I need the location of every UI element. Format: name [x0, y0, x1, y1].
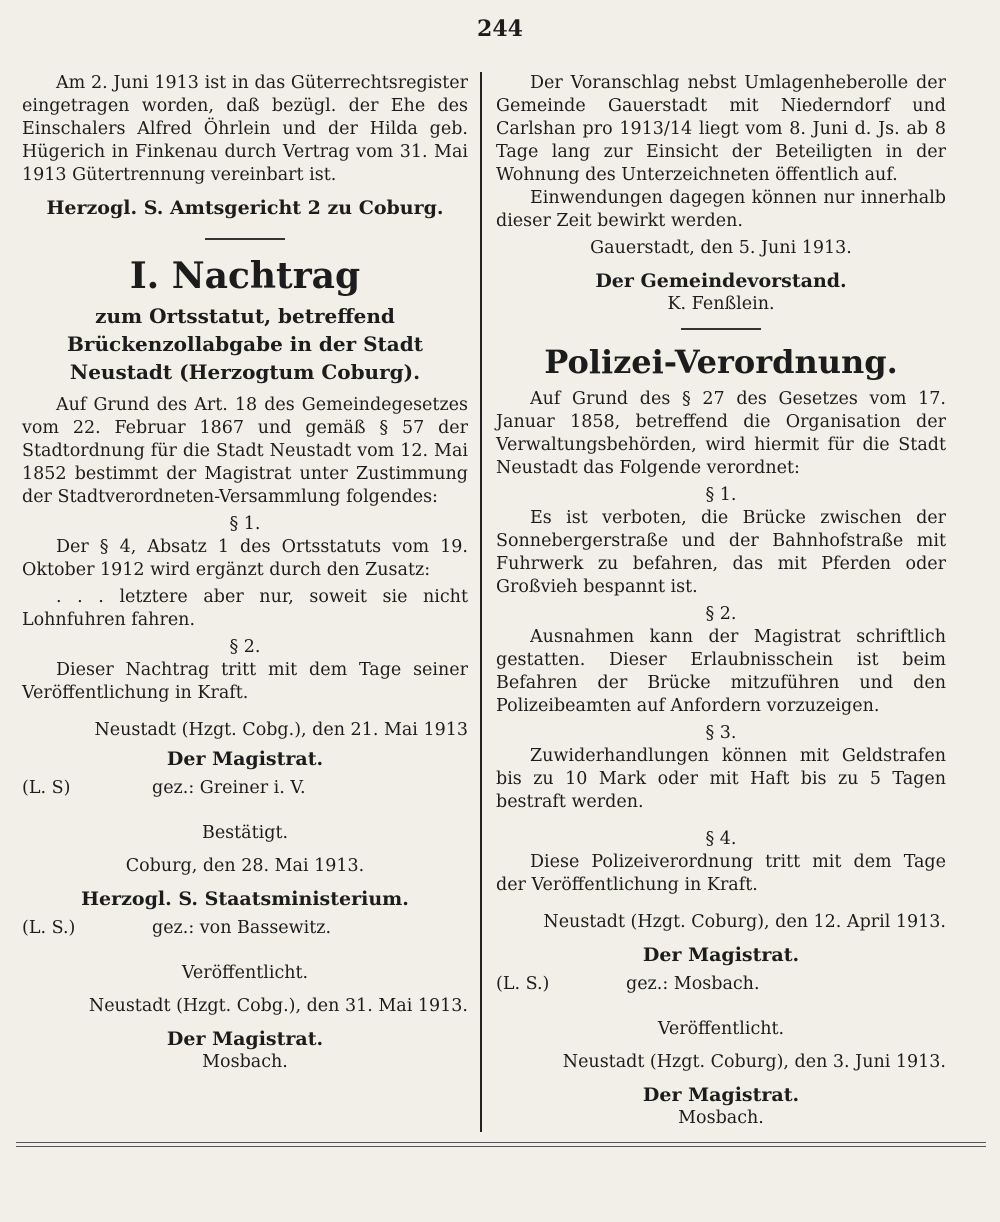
footer-rule [16, 1142, 986, 1143]
seal-line [496, 973, 946, 996]
section-3-text: Zuwiderhandlungen können mit Geldstrafen bis zu 10 Mark oder mit Haft bis zu 5 Tagen bestraft werden. [496, 746, 946, 812]
footer-rule [16, 1146, 986, 1147]
section-2-text: Ausnahmen kann der Magistrat schriftlich gestatten. Dieser Erlaubnisschein ist beim Befahren der Brücke mitzuführen und den Polizeibeamten auf Anfordern vorzuzeigen. [496, 627, 946, 716]
notice-gueterrecht: Am 2. Juni 1913 ist in das Güterrechtsregister eingetragen worden, daß bezügl. der Ehe des Einschalers Alfred Öhrlein und der Hilda geb. Hügerich in Finkenau durch Vertrag vom 31. Mai 1913 Gütertrennung vereinbart ist. [22, 73, 468, 185]
section-4-heading: § 4. [705, 829, 737, 849]
section-1-text: Der § 4, Absatz 1 des Ortsstatuts vom 19. Oktober 1912 wird ergänzt durch den Zusatz: [22, 537, 468, 580]
budget-notice: Der Voranschlag nebst Umlagenheberolle der Gemeinde Gauerstadt mit Niederndorf und Carlshan pro 1913/14 liegt vom 8. Juni d. Js. ab 8 Tage lang zur Einsicht der Beteiligten in der Wohnung des Unterzeichneten öffentlich auf. [496, 73, 946, 185]
section-2-text: Dieser Nachtrag tritt mit dem Tage seiner Veröffentlichung in Kraft. [22, 660, 468, 703]
verordnung-intro: Auf Grund des § 27 des Gesetzes vom 17. Januar 1858, betreffend die Organisation der Verwaltungsbehörden, wird hiermit für die Stadt Neustadt das Folgende verordnet: [496, 389, 946, 478]
place-date-1: Neustadt (Hzgt. Cobg.), den 21. Mai 1913 [94, 720, 468, 740]
seal-line-1 [22, 777, 468, 800]
ministry-name: Herzogl. S. Staatsministerium. [81, 888, 409, 910]
signed-by: gez.: Greiner i. V. [152, 778, 306, 798]
page-number: 244 [477, 16, 523, 42]
signer-name: Mosbach. [202, 1052, 288, 1072]
section-1-heading: § 1. [705, 485, 737, 505]
magistrat-signature-2: Der Magistrat. [642, 1084, 800, 1106]
nachtrag-intro: Auf Grund des Art. 18 des Gemeindegesetzes vom 22. Februar 1867 und gemäß § 57 der Stadtordnung für die Stadt Neustadt vom 12. Mai 1852 bestimmt der Magistrat unter Zustimmung der Stadtverordneten-Versammlung folgendes: [22, 395, 468, 507]
section-rule [681, 328, 761, 330]
place-date-june: Neustadt (Hzgt. Coburg), den 3. Juni 1913. [562, 1052, 946, 1072]
nachtrag-title: I. Nachtrag [129, 255, 361, 297]
section-4-text: Diese Polizeiverordnung tritt mit dem Tage der Veröffentlichung in Kraft. [496, 852, 946, 895]
place-date-gauerstadt: Gauerstadt, den 5. Juni 1913. [590, 238, 852, 258]
section-1-quote: . . . letztere aber nur, soweit sie nicht Lohnfuhren fahren. [22, 587, 468, 630]
place-date-3: Neustadt (Hzgt. Cobg.), den 31. Mai 1913. [88, 996, 468, 1016]
place-date-april: Neustadt (Hzgt. Coburg), den 12. April 1913. [543, 912, 946, 932]
published-label: Veröffentlicht. [657, 1019, 785, 1039]
place-date-2: Coburg, den 28. Mai 1913. [125, 856, 365, 876]
section-rule [205, 238, 285, 240]
objections-notice: Einwendungen dagegen können nur innerhalb dieser Zeit bewirkt werden. [496, 188, 946, 231]
court-authority: Herzogl. S. Amtsgericht 2 zu Coburg. [46, 197, 444, 219]
section-1-heading: § 1. [229, 514, 261, 534]
column-divider [480, 72, 482, 1132]
gemeindevorstand: Der Gemeindevorstand. [595, 270, 847, 292]
seal-line-2 [22, 917, 468, 940]
signed-by: gez.: Mosbach. [626, 974, 760, 994]
left-column [22, 72, 468, 1074]
section-2-heading: § 2. [229, 637, 261, 657]
section-1-text: Es ist verboten, die Brücke zwischen der Sonnebergerstraße und der Bahnhofstraße mit Fuhrwerk zu befahren, das mit Pferden oder Großvieh bespannt ist. [496, 508, 946, 597]
signer-name: Mosbach. [678, 1108, 764, 1128]
magistrat-signature-1: Der Magistrat. [166, 748, 324, 770]
seal-mark: (L. S.) [496, 974, 550, 994]
seal-mark: (L. S) [22, 778, 71, 798]
section-2-heading: § 2. [705, 604, 737, 624]
right-column [496, 72, 946, 1130]
nachtrag-subtitle: zum Ortsstatut, betreffend Brückenzollabgabe in der Stadt Neustadt (Herzogtum Coburg). [67, 304, 423, 384]
magistrat-signature-1: Der Magistrat. [642, 944, 800, 966]
published-label: Veröffentlicht. [181, 963, 309, 983]
magistrat-signature-2: Der Magistrat. [166, 1028, 324, 1050]
seal-mark: (L. S.) [22, 918, 76, 938]
board-signer: K. Fenßlein. [667, 294, 775, 314]
polizei-verordnung-title: Polizei-Verordnung. [544, 343, 898, 381]
signed-by: gez.: von Bassewitz. [152, 918, 332, 938]
section-3-heading: § 3. [705, 723, 737, 743]
confirmed-label: Bestätigt. [201, 823, 289, 843]
